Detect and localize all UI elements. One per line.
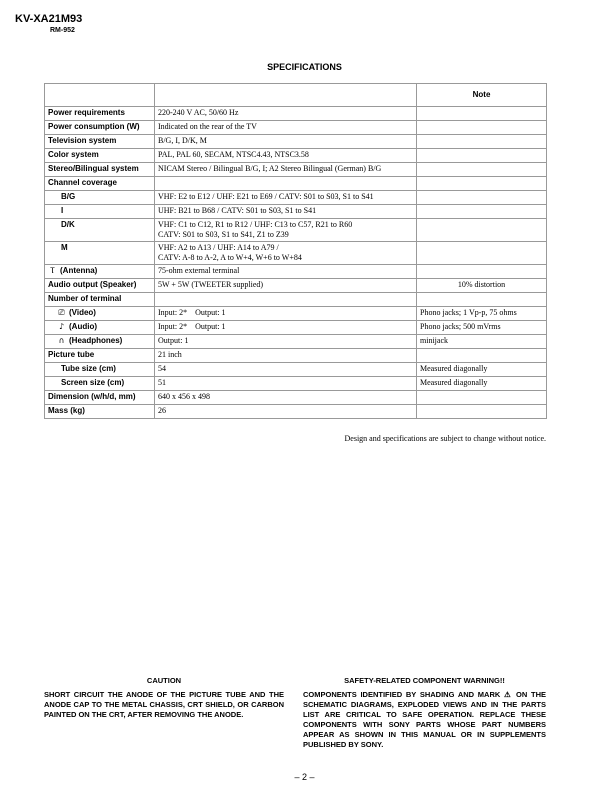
spec-value: 21 inch [155, 349, 417, 363]
spec-label: Audio output (Speaker) [45, 279, 155, 293]
note-header: Note [417, 84, 547, 107]
spec-label: Number of terminal [45, 293, 155, 307]
spec-value: 51 [155, 377, 417, 391]
table-row [45, 163, 547, 177]
table-row [45, 321, 547, 335]
spec-value [155, 177, 417, 191]
table-row [45, 265, 547, 279]
spec-value: Output: 1 [155, 335, 417, 349]
headphones-icon: ∩ [58, 336, 65, 345]
table-row [45, 279, 547, 293]
table-row [45, 149, 547, 163]
remote-model: RM-952 [50, 27, 75, 34]
caution-heading: CAUTION [146, 676, 182, 685]
table-row [45, 377, 547, 391]
spec-note [417, 219, 547, 242]
spec-note [417, 149, 547, 163]
spec-note [417, 107, 547, 121]
model-number: KV-XA21M93 [15, 13, 83, 25]
table-row [45, 363, 547, 377]
spec-label: I [45, 205, 155, 219]
table-row [45, 405, 547, 419]
spec-value-line: CATV: S01 to S03, S1 to S41, Z1 to Z39 [158, 230, 289, 239]
spec-note [417, 293, 547, 307]
table-row [45, 205, 547, 219]
safety-heading: SAFETY-RELATED COMPONENT WARNING!! [344, 676, 505, 685]
audio-icon: ♪ [58, 322, 65, 331]
spec-note: Measured diagonally [417, 363, 547, 377]
spec-label: (Video) [69, 308, 96, 317]
spec-note [417, 265, 547, 279]
page-title: SPECIFICATIONS [267, 62, 342, 72]
spec-note: Phono jacks; 500 mVrms [417, 321, 547, 335]
spec-label: M [45, 242, 155, 265]
table-row [45, 335, 547, 349]
spec-label: (Audio) [69, 322, 97, 331]
spec-value-line: CATV: A-8 to A-2, A to W+4, W+6 to W+84 [158, 253, 302, 262]
spec-label: Dimension (w/h/d, mm) [45, 391, 155, 405]
table-row [45, 121, 547, 135]
spec-value [155, 293, 417, 307]
spec-label: Television system [45, 135, 155, 149]
antenna-icon: Ⲧ [50, 266, 55, 275]
caution-text: SHORT CIRCUIT THE ANODE OF THE PICTURE TUBE AND THE ANODE CAP TO THE METAL CHASSIS, CRT SHIELD, OR CARBON PAINTED ON THE CRT, AFTER REMOVING THE ANODE. [44, 690, 284, 719]
spec-label: Mass (kg) [45, 405, 155, 419]
table-row [45, 307, 547, 321]
spec-value: Indicated on the rear of the TV [155, 121, 417, 135]
spec-label: B/G [45, 191, 155, 205]
table-row [45, 391, 547, 405]
design-change-note: Design and specifications are subject to change without notice. [344, 434, 546, 443]
table-row [45, 349, 547, 363]
table-header-row [45, 84, 547, 107]
spec-value: NICAM Stereo / Bilingual B/G, I; A2 Stereo Bilingual (German) B/G [155, 163, 417, 177]
spec-value [155, 219, 417, 242]
spec-value: 26 [155, 405, 417, 419]
video-icon: ⎚ [58, 308, 65, 317]
table-row [45, 177, 547, 191]
spec-label: Picture tube [45, 349, 155, 363]
spec-value: 220-240 V AC, 50/60 Hz [155, 107, 417, 121]
spec-note [417, 391, 547, 405]
spec-value: 54 [155, 363, 417, 377]
spec-note: minijack [417, 335, 547, 349]
spec-label: Power requirements [45, 107, 155, 121]
spec-note [417, 349, 547, 363]
spec-note [417, 205, 547, 219]
spec-label: Color system [45, 149, 155, 163]
spec-note [417, 242, 547, 265]
spec-value: B/G, I, D/K, M [155, 135, 417, 149]
spec-label: Power consumption (W) [45, 121, 155, 135]
spec-value: 75-ohm external terminal [155, 265, 417, 279]
spec-label: Stereo/Bilingual system [45, 163, 155, 177]
spec-value: VHF: E2 to E12 / UHF: E21 to E69 / CATV: S01 to S03, S1 to S41 [155, 191, 417, 205]
spec-note [417, 163, 547, 177]
spec-value: 5W + 5W (TWEETER supplied) [155, 279, 417, 293]
safety-text: COMPONENTS IDENTIFIED BY SHADING AND MARK ⚠ ON THE SCHEMATIC DIAGRAMS, EXPLODED VIEWS AND IN THE PARTS LIST ARE CRITICAL TO SAFE OPERATION. REPLACE THESE COMPONENTS WITH SONY PARTS WHOSE PART NUMBERS APPEAR AS SHOWN IN THIS MANUAL OR IN SUPPLEMENTS PUBLISHED BY SONY. [303, 690, 546, 749]
spec-value-line: VHF: C1 to C12, R1 to R12 / UHF: C13 to C57, R21 to R60 [158, 220, 353, 229]
spec-value: Input: 2* Output: 1 [155, 307, 417, 321]
page-number: – 2 – [294, 772, 315, 782]
spec-value-line: VHF: A2 to A13 / UHF: A14 to A79 / [158, 243, 279, 252]
spec-note [417, 191, 547, 205]
spec-value: PAL, PAL 60, SECAM, NTSC4.43, NTSC3.58 [155, 149, 417, 163]
spec-label: D/K [45, 219, 155, 242]
spec-value: UHF: B21 to B68 / CATV: S01 to S03, S1 to S41 [155, 205, 417, 219]
table-row [45, 107, 547, 121]
spec-label: (Headphones) [69, 336, 123, 345]
spec-label: (Antenna) [60, 266, 98, 275]
spec-value: Input: 2* Output: 1 [155, 321, 417, 335]
spec-note [417, 177, 547, 191]
table-row [45, 293, 547, 307]
spec-value: 640 x 456 x 498 [155, 391, 417, 405]
spec-note: Measured diagonally [417, 377, 547, 391]
spec-note [417, 121, 547, 135]
table-row [45, 135, 547, 149]
table-row [45, 242, 547, 265]
spec-label: Tube size (cm) [45, 363, 155, 377]
table-row [45, 219, 547, 242]
spec-note [417, 135, 547, 149]
spec-label: Screen size (cm) [45, 377, 155, 391]
table-row [45, 191, 547, 205]
spec-label: Channel coverage [45, 177, 155, 191]
spec-note: 10% distortion [417, 279, 547, 293]
spec-note: Phono jacks; 1 Vp-p, 75 ohms [417, 307, 547, 321]
specifications-table [44, 83, 547, 419]
spec-note [417, 405, 547, 419]
spec-value [155, 242, 417, 265]
